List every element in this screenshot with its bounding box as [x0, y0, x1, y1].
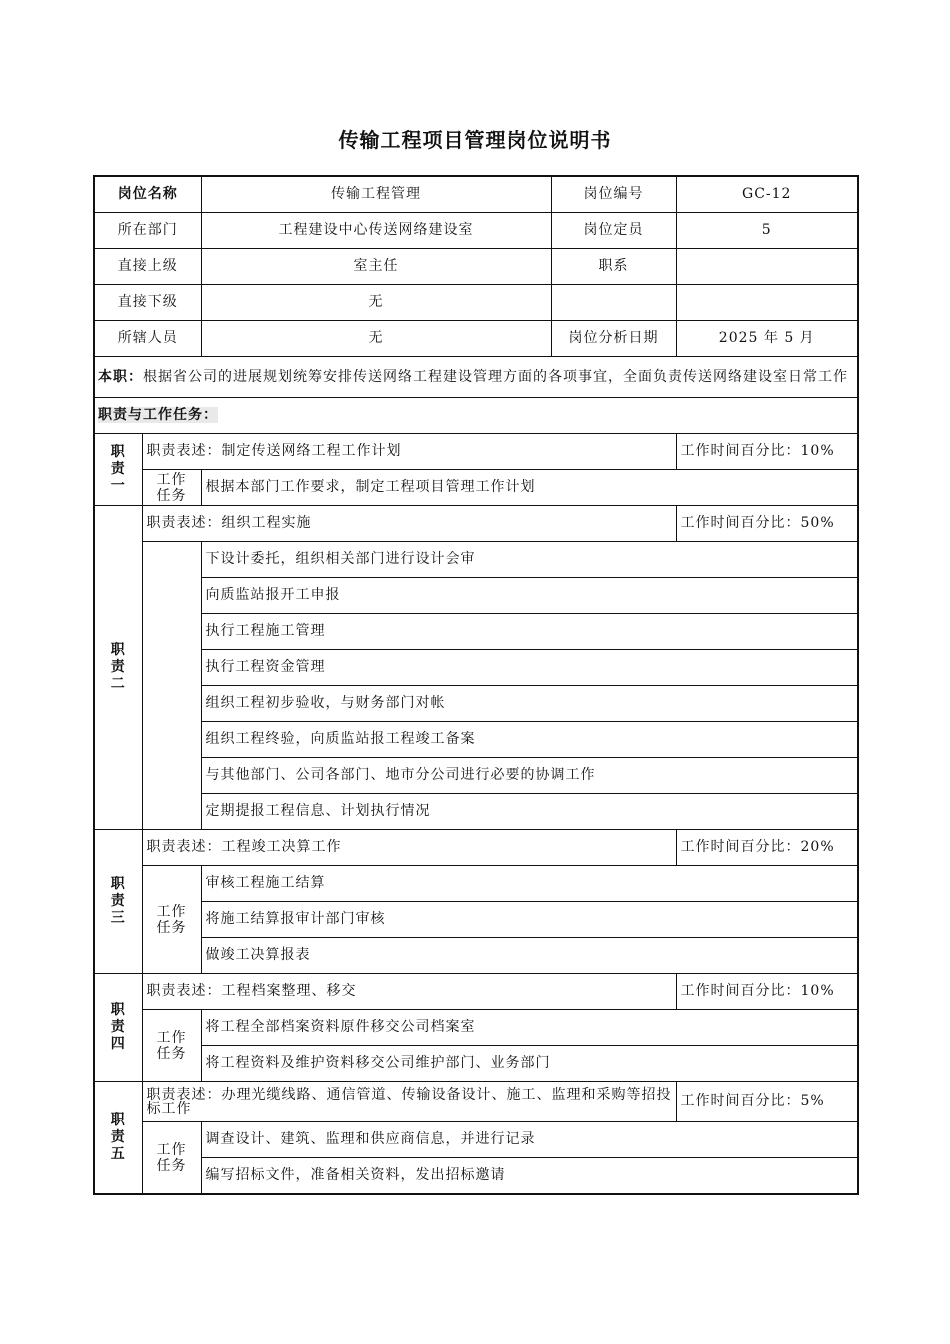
- value-department: 工程建设中心传送网络建设室: [201, 213, 551, 249]
- task-item: 将工程全部档案资料原件移交公司档案室: [201, 1010, 858, 1046]
- task-label-cell: [142, 1010, 201, 1082]
- task-item: 执行工程施工管理: [201, 614, 858, 650]
- task-row: [94, 722, 858, 758]
- task-row: [94, 650, 858, 686]
- duty-name-cell: [94, 830, 142, 974]
- duty-desc-row: [94, 830, 858, 866]
- duty-name-cell: [94, 1082, 142, 1195]
- task-item: 执行工程资金管理: [201, 650, 858, 686]
- duty-time-percent: [676, 434, 858, 470]
- duty-name-char: 四: [110, 1036, 126, 1052]
- task-item: 向质监站报开工申报: [201, 578, 858, 614]
- task-label-line: 工作: [156, 471, 187, 488]
- task-row: [94, 686, 858, 722]
- task-label-line: 工作: [156, 1029, 187, 1046]
- duty-name-char: 责: [110, 893, 126, 909]
- value-subordinate: 无: [201, 285, 551, 321]
- task-row: [94, 758, 858, 794]
- basic-row: [94, 176, 858, 213]
- task-item: 组织工程终验，向质监站报工程竣工备案: [201, 722, 858, 758]
- task-label-line: 任务: [156, 1157, 187, 1174]
- duty-description: 职责表述：工程竣工决算工作: [142, 830, 676, 866]
- duty-description: 职责表述：办理光缆线路、通信管道、传输设备设计、施工、监理和采购等招投标工作: [142, 1082, 676, 1122]
- duty-description: 职责表述：工程档案整理、移交: [142, 974, 676, 1010]
- label-staff: 所辖人员: [94, 321, 201, 357]
- task-item: 根据本部门工作要求，制定工程项目管理工作计划: [201, 470, 858, 506]
- task-row: [94, 470, 858, 506]
- duty-name-char: 责: [110, 1129, 126, 1145]
- task-label-line: 工作: [156, 1141, 187, 1158]
- task-item: 调查设计、建筑、监理和供应商信息，并进行记录: [201, 1122, 858, 1158]
- job-description-table: [93, 175, 859, 1195]
- duty-name-char: 五: [110, 1146, 126, 1162]
- duty-desc-row: [94, 1082, 858, 1122]
- value-analysis-date: 2025 年 5 月: [676, 321, 858, 357]
- task-row: [94, 542, 858, 578]
- empty-cell: [676, 285, 858, 321]
- duty-name-char: 职: [110, 1112, 126, 1128]
- task-row: [94, 794, 858, 830]
- duty-time-percent: [676, 830, 858, 866]
- basic-row: [94, 213, 858, 249]
- task-label-text: [147, 1142, 197, 1174]
- basic-row: [94, 285, 858, 321]
- task-row: [94, 1122, 858, 1158]
- task-row: [94, 866, 858, 902]
- percent-value: 20%: [800, 839, 835, 855]
- empty-cell: [551, 285, 676, 321]
- percent-label: 工作时间百分比：: [680, 1093, 801, 1109]
- basic-row: [94, 249, 858, 285]
- label-supervisor: 直接上级: [94, 249, 201, 285]
- label-job-family: 职系: [551, 249, 676, 285]
- task-label-text: [147, 1030, 197, 1062]
- table-body: [94, 176, 858, 1194]
- value-staff: 无: [201, 321, 551, 357]
- main-duty-text: 根据省公司的进展规划统筹安排传送网络工程建设管理方面的各项事宜，全面负责传送网络建设室日常工作: [143, 369, 848, 385]
- task-item: 下设计委托，组织相关部门进行设计会审: [201, 542, 858, 578]
- main-duty-label: 本职：: [98, 369, 143, 385]
- duty-name-char: 责: [110, 1019, 126, 1035]
- label-headcount: 岗位定员: [551, 213, 676, 249]
- label-department: 所在部门: [94, 213, 201, 249]
- task-label-cell: [142, 542, 201, 830]
- document-title: 传输工程项目管理岗位说明书: [338, 128, 612, 152]
- duty-time-percent: [676, 506, 858, 542]
- duty-desc-row: [94, 506, 858, 542]
- task-label-line: 任务: [156, 1045, 187, 1062]
- percent-label: 工作时间百分比：: [680, 515, 801, 531]
- label-job-name: 岗位名称: [94, 176, 201, 213]
- duty-desc-row: [94, 974, 858, 1010]
- duty-name-char: 职: [110, 876, 126, 892]
- task-row: [94, 578, 858, 614]
- task-label-cell: [142, 866, 201, 974]
- duty-name-char: 职: [110, 444, 126, 460]
- basic-row: [94, 321, 858, 357]
- task-item: 定期提报工程信息、计划执行情况: [201, 794, 858, 830]
- task-row: [94, 614, 858, 650]
- value-job-name: 传输工程管理: [201, 176, 551, 213]
- percent-value: 50%: [800, 515, 835, 531]
- task-row: [94, 1010, 858, 1046]
- duty-name-char: 一: [110, 478, 126, 494]
- duties-header-cell: [94, 398, 858, 434]
- task-item: 做竣工决算报表: [201, 938, 858, 974]
- task-item: 组织工程初步验收，与财务部门对帐: [201, 686, 858, 722]
- task-row: [94, 938, 858, 974]
- duty-name-cell: [94, 506, 142, 830]
- value-job-code: GC-12: [676, 176, 858, 213]
- task-row: [94, 902, 858, 938]
- percent-value: 10%: [800, 983, 835, 999]
- main-duty-row: [94, 357, 858, 398]
- task-row: [94, 1158, 858, 1195]
- duty-name-cell: [94, 974, 142, 1082]
- value-supervisor: 室主任: [201, 249, 551, 285]
- duty-name-cell: [94, 434, 142, 506]
- percent-value: 5%: [800, 1093, 825, 1109]
- value-job-family: [676, 249, 858, 285]
- task-label-cell: [142, 470, 201, 506]
- task-item: 将施工结算报审计部门审核: [201, 902, 858, 938]
- task-label-line: 任务: [156, 487, 187, 504]
- label-job-code: 岗位编号: [551, 176, 676, 213]
- duty-desc-row: [94, 434, 858, 470]
- value-headcount: 5: [676, 213, 858, 249]
- job-description-table-wrapper: [93, 175, 857, 1195]
- task-label-line: 工作: [156, 903, 187, 920]
- duty-name-char: 责: [110, 461, 126, 477]
- task-label-text: [147, 472, 197, 504]
- percent-label: 工作时间百分比：: [680, 839, 801, 855]
- duty-description: 职责表述：组织工程实施: [142, 506, 676, 542]
- duty-name-char: 职: [110, 1002, 126, 1018]
- percent-value: 10%: [800, 443, 835, 459]
- task-row: [94, 1046, 858, 1082]
- task-item: 与其他部门、公司各部门、地市分公司进行必要的协调工作: [201, 758, 858, 794]
- duty-name-char: 二: [110, 676, 126, 692]
- label-analysis-date: 岗位分析日期: [551, 321, 676, 357]
- duty-name-char: 职: [110, 642, 126, 658]
- task-item: 审核工程施工结算: [201, 866, 858, 902]
- duties-header: 职责与工作任务：: [98, 407, 218, 423]
- percent-label: 工作时间百分比：: [680, 443, 801, 459]
- duty-description: 职责表述：制定传送网络工程工作计划: [142, 434, 676, 470]
- duty-name-char: 三: [110, 910, 126, 926]
- task-label-text: [147, 904, 197, 936]
- main-duty-cell: [94, 357, 858, 398]
- task-label-line: 任务: [156, 919, 187, 936]
- duties-header-row: [94, 398, 858, 434]
- duty-name-char: 责: [110, 659, 126, 675]
- task-item: 将工程资料及维护资料移交公司维护部门、业务部门: [201, 1046, 858, 1082]
- task-item: 编写招标文件，准备相关资料，发出招标邀请: [201, 1158, 858, 1195]
- duty-time-percent: [676, 1082, 858, 1122]
- duty-time-percent: [676, 974, 858, 1010]
- task-label-cell: [142, 1122, 201, 1195]
- percent-label: 工作时间百分比：: [680, 983, 801, 999]
- label-subordinate: 直接下级: [94, 285, 201, 321]
